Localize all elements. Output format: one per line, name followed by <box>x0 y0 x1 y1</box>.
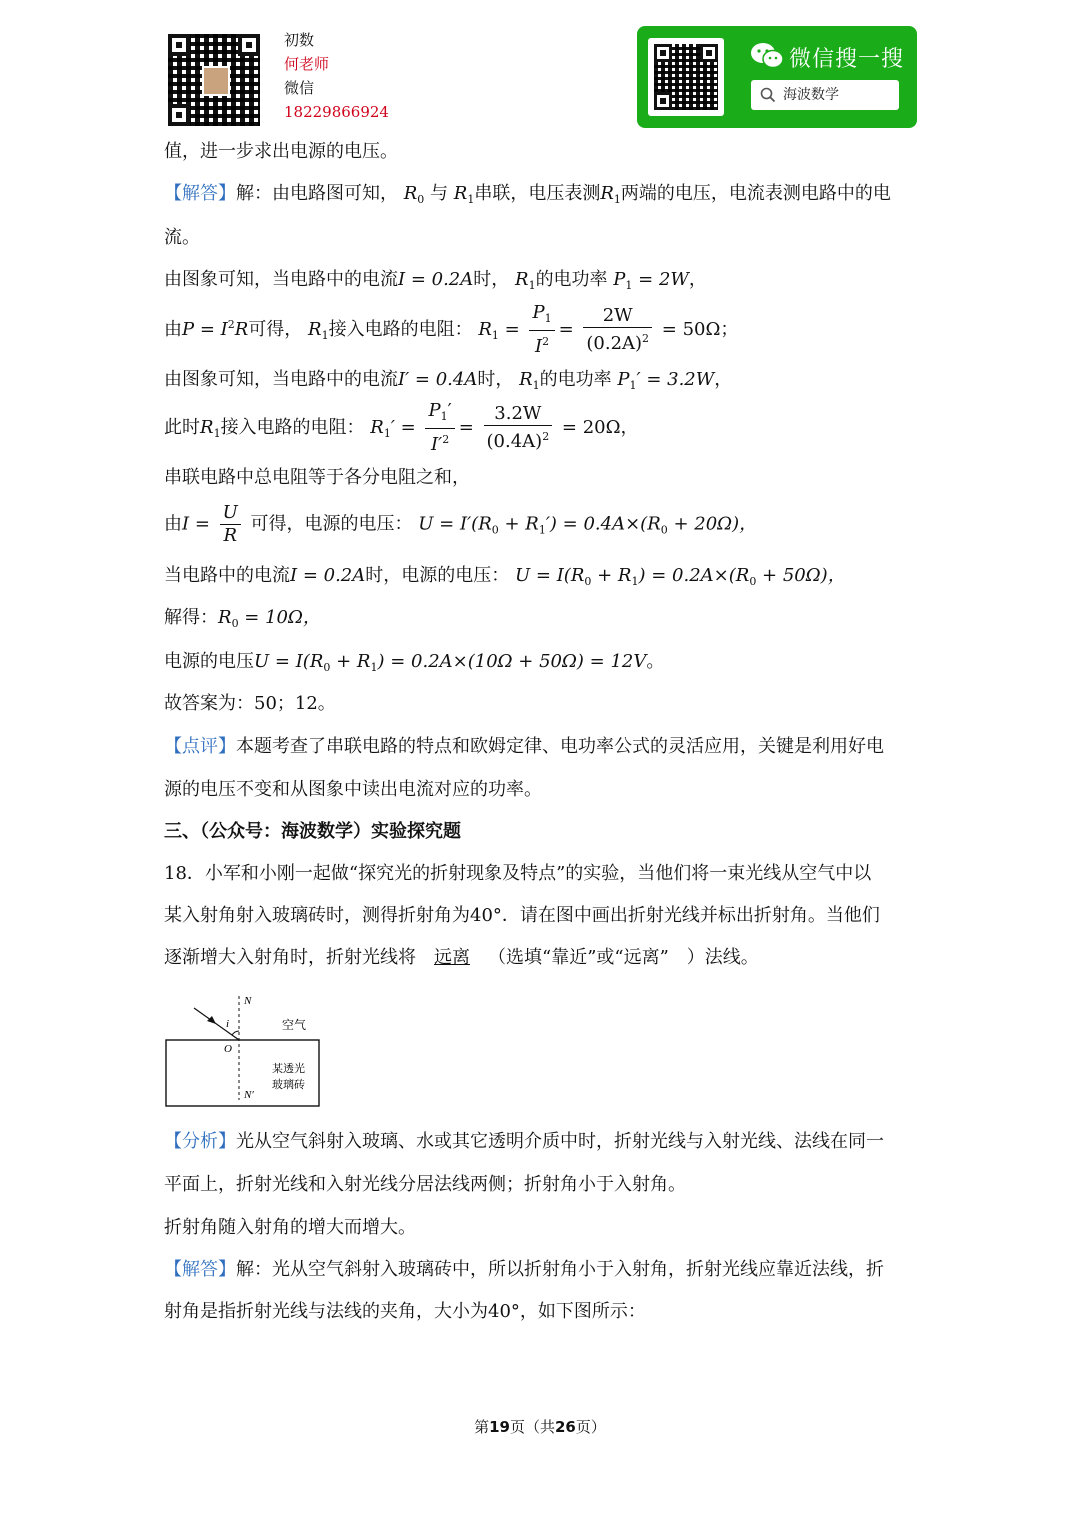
text-line: 当电路中的电流I = 0.2A时，电源的电压： $U = I(R_0 + R_1) = 0.2A\times(R_0 + 50\Omega)$， <box>164 565 846 588</box>
answer-tag: 【解答】 <box>164 1259 236 1280</box>
comment-tag: 【点评】 <box>164 736 236 757</box>
qr-code-left <box>168 34 260 126</box>
text-line: 【分析】光从空气斜射入玻璃、水或其它透明介质中时，折射光线与入射光线、法线在同一 <box>164 1131 884 1152</box>
wechat-search-banner[interactable] <box>637 26 917 128</box>
qr-finder <box>700 44 718 62</box>
incident-ray <box>194 1008 239 1040</box>
qr-code-right <box>648 38 724 116</box>
refraction-diagram <box>160 990 330 1114</box>
fraction: $\frac{U}{R}$ <box>220 502 241 547</box>
answer-blank: 远离 <box>434 947 470 968</box>
contact-info <box>284 28 389 124</box>
contact-phone: 18229866924 <box>284 103 389 121</box>
wechat-search-box[interactable] <box>751 80 899 110</box>
text-line: 由$P = I^2R$可得， $R_1$接入电路的电阻： $R_1$ = $\frac{P_1}{I^2}$ = $\frac{2W}{(0.2A)^2}$ = 50Ω； <box>164 302 739 357</box>
question-line: 逐渐增大入射角时，折射光线将 远离 （选填“靠近”或“远离” ）法线。 <box>164 947 759 968</box>
avatar <box>202 66 230 96</box>
text-line: 源的电压不变和从图象中读出电流对应的功率。 <box>164 779 542 800</box>
text-line: 解得：$R_0 = 10\Omega$， <box>164 607 321 630</box>
fraction: $\frac{2W}{(0.2A)^2}$ <box>583 305 652 355</box>
fraction: $\frac{P_1'}{I'^2}$ <box>425 400 454 456</box>
label-O: O <box>224 1043 232 1055</box>
contact-subject: 初数 <box>284 31 315 49</box>
contact-wechat-label: 微信 <box>284 79 315 97</box>
qr-finder <box>168 104 190 126</box>
wechat-search-text: 海波数学 <box>783 87 839 103</box>
qr-finder <box>654 92 672 110</box>
text-line: 电源的电压$U = I(R_0 + R_1) = 0.2A\times(10\Omega + 50\Omega) = 12V$。 <box>164 651 665 674</box>
section-heading: 三、（公众号：海波数学）实验探究题 <box>164 821 461 842</box>
answer-tag: 【解答】 <box>164 183 236 204</box>
angle-arc <box>232 1031 239 1035</box>
text-line: 折射角随入射角的增大而增大。 <box>164 1217 416 1238</box>
text-line: 此时$R_1$接入电路的电阻： $R_1'$ = $\frac{P_1'}{I'^2}$ = $\frac{3.2W}{(0.4A)^2}$ = 20Ω， <box>164 400 639 455</box>
question-line: 18．小军和小刚一起做“探究光的折射现象及特点”的实验，当他们将一束光线从空气中以 <box>164 863 872 884</box>
text-line: 串联电路中总电阻等于各分电阻之和， <box>164 467 470 488</box>
analysis-tag: 【分析】 <box>164 1131 236 1152</box>
page-total: 26 <box>555 1418 576 1436</box>
wechat-search-title: 微信搜一搜 <box>789 47 905 72</box>
arrow-icon <box>207 1016 216 1024</box>
search-icon <box>760 87 776 103</box>
label-N-prime: N′ <box>244 1089 254 1101</box>
fraction: $\frac{P_1}{I^2}$ <box>529 302 554 358</box>
text-line: 故答案为：50；12。 <box>164 693 336 714</box>
question-line: 某入射角射入玻璃砖时，测得折射角为40°．请在图中画出折射光线并标出折射角。当他们 <box>164 905 880 926</box>
page-footer: 第19页（共26页） <box>474 1418 606 1436</box>
text-line: 流。 <box>164 227 200 248</box>
label-N: N <box>244 995 252 1007</box>
page-number: 19 <box>489 1418 510 1436</box>
text-line: 值，进一步求出电源的电压。 <box>164 141 398 162</box>
label-glass-1: 某透光 <box>272 1062 305 1075</box>
text-line: 由I = $\frac{U}{R}$ 可得，电源的电压： $U = I'(R_0 + R_1') = 0.4A\times(R_0 + 20\Omega)$， <box>164 502 758 546</box>
text-line: 由图象可知，当电路中的电流I = 0.2A时， $R_1$的电功率 $P_1 = 2W$， <box>164 269 707 292</box>
wechat-logo-icon <box>750 42 784 70</box>
text-line: 由图象可知，当电路中的电流I′ = 0.4A时， $R_1$的电功率 $P_1' = 3.2W$， <box>164 369 733 392</box>
text-line: 【解答】解：由电路图可知， $R_0$ 与 $R_1$串联，电压表测$R_1$两端的电压，电流表测电路中的电 <box>164 183 891 206</box>
text-line: 射角是指折射光线与法线的夹角，大小为40°，如下图所示： <box>164 1301 646 1322</box>
contact-teacher: 何老师 <box>284 55 330 73</box>
text-line: 平面上，折射光线和入射光线分居法线两侧；折射角小于入射角。 <box>164 1174 686 1195</box>
label-air: 空气 <box>282 1018 307 1032</box>
qr-finder <box>238 34 260 56</box>
label-glass-2: 玻璃砖 <box>272 1078 305 1091</box>
fraction: $\frac{3.2W}{(0.4A)^2}$ <box>484 403 553 453</box>
text-line: 【点评】本题考查了串联电路的特点和欧姆定律、电功率公式的灵活应用，关键是利用好电 <box>164 736 884 757</box>
qr-finder <box>168 34 190 56</box>
text-line: 【解答】解：光从空气斜射入玻璃砖中，所以折射角小于入射角，折射光线应靠近法线，折 <box>164 1259 884 1280</box>
qr-finder <box>654 44 672 62</box>
label-i: i <box>226 1018 230 1030</box>
